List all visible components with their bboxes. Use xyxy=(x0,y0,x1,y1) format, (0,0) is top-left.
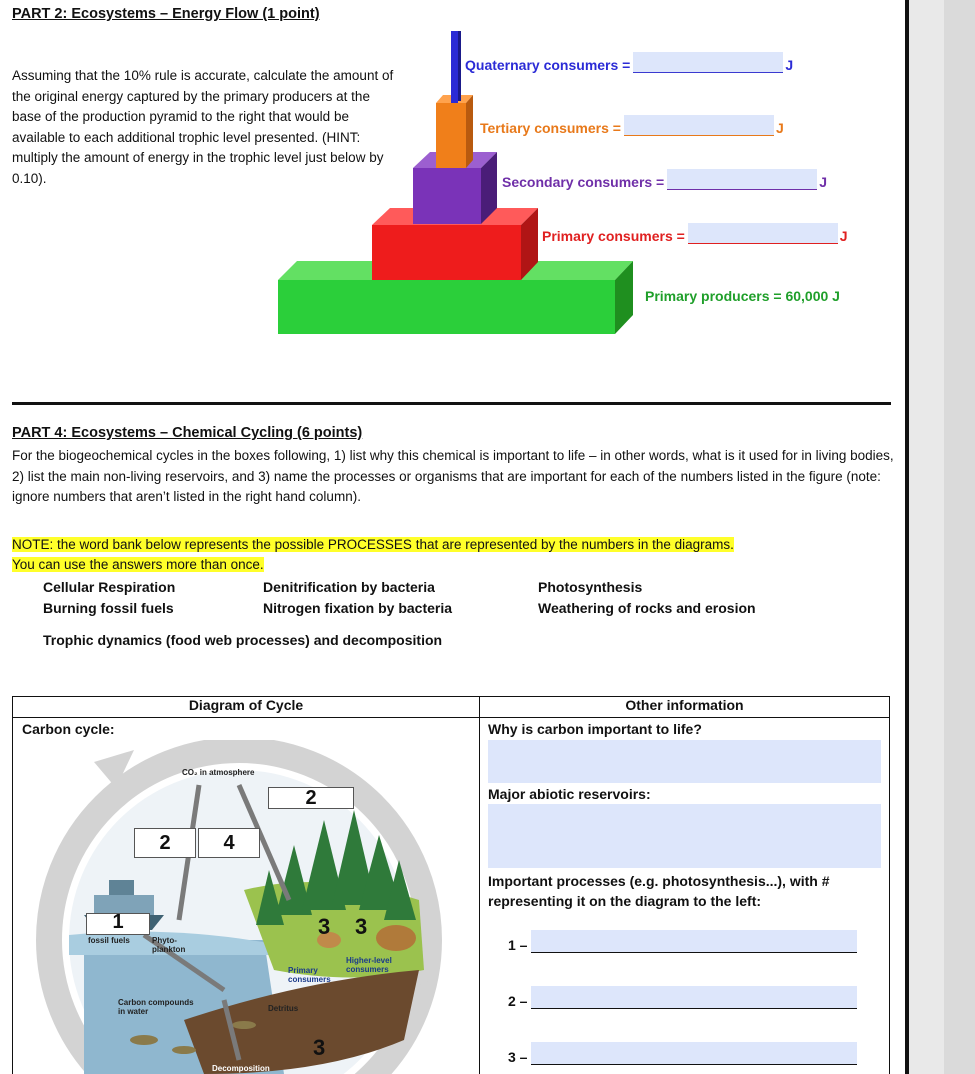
col-header-diagram: Diagram of Cycle xyxy=(13,697,480,718)
co2-label: CO₂ in atmosphere xyxy=(182,768,255,777)
detritus-label: Detritus xyxy=(268,1004,299,1013)
number-box-2-top: 2 xyxy=(268,787,354,809)
tertiary-label: Tertiary consumers = xyxy=(480,120,621,136)
fossil-fuels-label: fossil fuels xyxy=(88,936,130,945)
number-box-1: 1 xyxy=(86,913,150,935)
note-text-2: You can use the answers more than once. xyxy=(12,557,264,572)
number-box-2-left: 2 xyxy=(134,828,196,858)
quaternary-label: Quaternary consumers = xyxy=(465,57,631,73)
why-label: Why is carbon important to life? xyxy=(488,721,702,737)
answer-line-2 xyxy=(508,986,857,1009)
producers-row xyxy=(645,288,840,304)
tertiary-answer-field[interactable] xyxy=(624,115,774,136)
primary-consumers-unit: J xyxy=(839,228,848,244)
answer-number-1: 1 – xyxy=(508,937,528,953)
number-3-decomposition: 3 xyxy=(313,1035,326,1060)
secondary-label: Secondary consumers = xyxy=(502,174,665,190)
col-header-other-info: Other information xyxy=(480,697,890,718)
primary-consumers-answer-field[interactable] xyxy=(688,223,838,244)
word-bank-denitrification: Denitrification by bacteria xyxy=(263,579,435,595)
processes-label-1: Important processes (e.g. photosynthesis...), with # xyxy=(488,873,830,889)
secondary-row xyxy=(502,169,827,190)
answer-field-1[interactable] xyxy=(531,930,857,953)
number-3-higher: 3 xyxy=(355,914,368,939)
page-edge xyxy=(905,0,909,1074)
higher-consumers-label: Higher-level consumers xyxy=(346,956,392,974)
why-answer-field[interactable] xyxy=(488,740,881,783)
primary-consumers-label: Primary consumers = xyxy=(542,228,685,244)
processes-label-2: representing it on the diagram to the left: xyxy=(488,893,762,909)
reservoirs-answer-field[interactable] xyxy=(488,804,881,868)
part4-title: PART 4: Ecosystems – Chemical Cycling (6 points) xyxy=(12,425,363,441)
pyramid-tertiary-block xyxy=(436,95,473,168)
answer-field-3[interactable] xyxy=(531,1042,857,1065)
producers-label: Primary producers = 60,000 J xyxy=(645,288,840,304)
carbon-cycle-title: Carbon cycle: xyxy=(22,721,115,737)
part4-instructions: For the biogeochemical cycles in the boxes following, 1) list why this chemical is important to life – in other words, what is it used for in living bodies, 2) list the main non-living reservoirs, and 3) name the processes or organisms that are important for each of the numbers listed in the figure (note: ignore numbers that aren’t listed in the right hand column). xyxy=(12,448,894,504)
answer-line-3 xyxy=(508,1042,857,1065)
quaternary-row xyxy=(465,52,793,73)
section-divider xyxy=(12,402,891,405)
word-bank-photosynthesis: Photosynthesis xyxy=(538,579,643,595)
viewer-scrollbar[interactable] xyxy=(944,0,975,1074)
answer-line-1 xyxy=(508,930,857,953)
bear-icon xyxy=(376,925,416,951)
word-bank-trophic-dynamics: Trophic dynamics (food web processes) and decomposition xyxy=(43,632,443,648)
primary-consumers-diagram-label: Primary consumers xyxy=(288,966,331,984)
primary-consumers-row xyxy=(542,223,848,244)
answer-number-3: 3 – xyxy=(508,1049,528,1065)
note-text-1: NOTE: the word bank below represents the possible PROCESSES that are represented by the numbers in the diagrams. xyxy=(12,537,734,552)
carbon-cycle-diagram xyxy=(24,740,464,1074)
quaternary-unit: J xyxy=(785,57,794,73)
secondary-answer-field[interactable] xyxy=(667,169,817,190)
phytoplankton-label: Phyto- plankton xyxy=(152,936,186,954)
part2-instructions: Assuming that the 10% rule is accurate, calculate the amount of the original energy captured by the primary producers at the base of the production pyramid to the right that would be available to each additional trophic level presented. (HINT: multiply the amount of energy in the trophic level just below by 0.10). xyxy=(12,68,394,186)
tertiary-row xyxy=(480,115,784,136)
number-box-4: 4 xyxy=(198,828,260,858)
number-3-primary: 3 xyxy=(318,914,331,939)
note-line-2 xyxy=(12,555,264,576)
answer-field-2[interactable] xyxy=(531,986,857,1009)
word-bank-weathering: Weathering of rocks and erosion xyxy=(538,600,756,616)
pyramid-quaternary-block xyxy=(451,31,461,103)
part2-title: PART 2: Ecosystems – Energy Flow (1 point) xyxy=(12,6,320,22)
decomposition-label: Decomposition xyxy=(212,1064,270,1073)
quaternary-answer-field[interactable] xyxy=(633,52,783,73)
tertiary-unit: J xyxy=(775,120,784,136)
answer-number-2: 2 – xyxy=(508,993,528,1009)
carbon-compounds-label: Carbon compounds in water xyxy=(118,998,194,1016)
word-bank-burning-fossil-fuels: Burning fossil fuels xyxy=(43,600,174,616)
note-line-1 xyxy=(12,535,734,556)
word-bank-nitrogen-fixation: Nitrogen fixation by bacteria xyxy=(263,600,453,616)
word-bank-cellular-respiration: Cellular Respiration xyxy=(43,579,176,595)
secondary-unit: J xyxy=(819,174,828,190)
reservoirs-label: Major abiotic reservoirs: xyxy=(488,786,651,802)
